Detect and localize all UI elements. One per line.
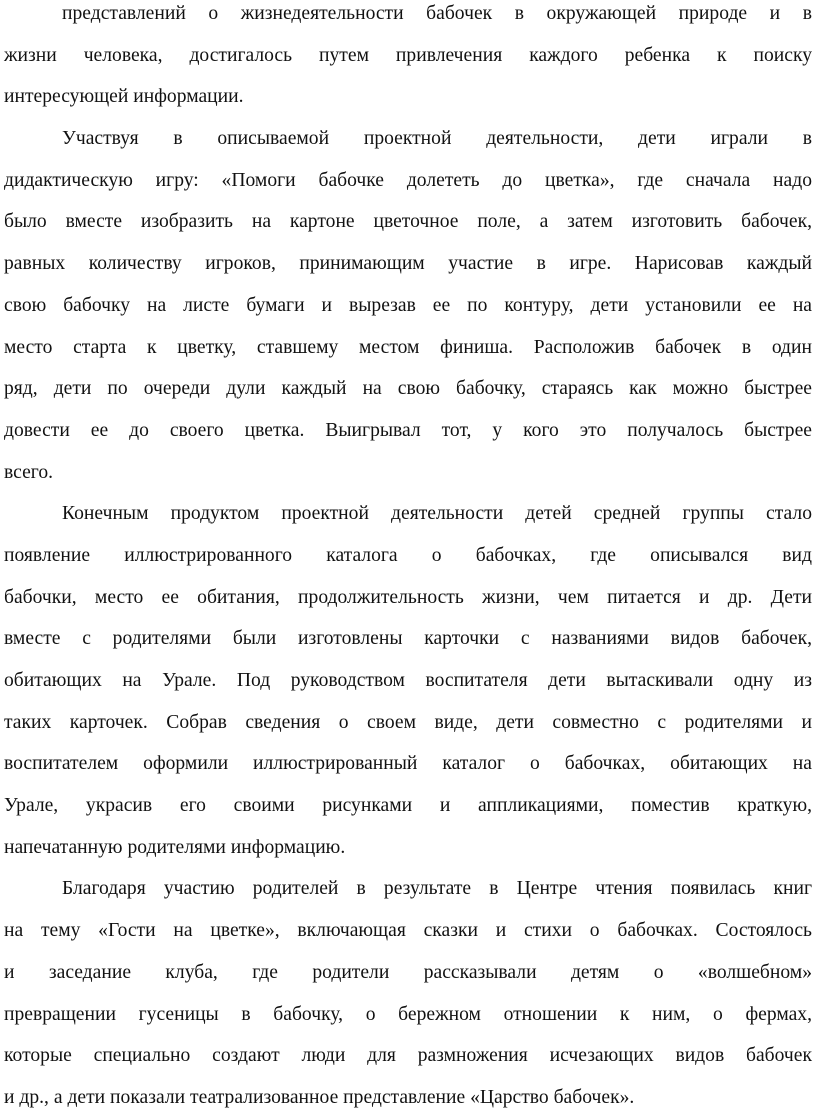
paragraph-3-line-5: обитающих на Урале. Под руководством воспитателя дети вытаскивали одну из bbox=[4, 670, 812, 691]
paragraph-4-line-5: которые специально создают люди для размножения исчезающих видов бабочек bbox=[4, 1045, 812, 1067]
paragraph-3-line-9: напечатанную родителями информацию. bbox=[4, 836, 346, 858]
paragraph-3-line-4: вместе с родителями были изготовлены карточки с названиями видов бабочек, bbox=[4, 628, 812, 650]
paragraph-4-line-3: и заседание клуба, где родители рассказывали детям о «волшебном» bbox=[4, 961, 812, 983]
paragraph-2-line-6: место старта к цветку, ставшему местом финиша. Расположив бабочек в один bbox=[4, 336, 812, 358]
paragraph-1-line-3: интересующей информации. bbox=[4, 86, 244, 108]
paragraph-2-line-3: было вместе изобразить на картоне цветочное поле, а затем изготовить бабочек, bbox=[4, 211, 812, 233]
paragraph-2-line-8: довести ее до своего цветка. Выигрывал тот, у кого это получалось быстрее bbox=[4, 419, 812, 441]
paragraph-2-line-2: дидактическую игру: «Помоги бабочке долететь до цветка», где сначала надо bbox=[4, 169, 812, 191]
paragraph-2-line-4: равных количеству игроков, принимающим участие в игре. Нарисовав каждый bbox=[4, 253, 812, 275]
paragraph-1-line-1: представлений о жизнедеятельности бабочек в окружающей природе и в bbox=[62, 3, 812, 24]
paragraph-2-line-9: всего. bbox=[4, 461, 54, 483]
paragraph-3-line-6: таких карточек. Собрав сведения о своем виде, дети совместно с родителями и bbox=[4, 711, 812, 733]
paragraph-4-line-1: Благодаря участию родителей в результате в Центре чтения появилась книг bbox=[62, 878, 812, 900]
paragraph-3-line-3: бабочки, место ее обитания, продолжительность жизни, чем питается и др. Дети bbox=[4, 586, 812, 608]
paragraph-4-line-2: на тему «Гости на цветке», включающая сказки и стихи о бабочках. Состоялось bbox=[4, 920, 812, 942]
paragraph-3-line-8: Урале, украсив его своими рисунками и аппликациями, поместив краткую, bbox=[4, 795, 812, 817]
paragraph-2-line-1: Участвуя в описываемой проектной деятельности, дети играли в bbox=[62, 128, 812, 150]
paragraph-4-line-6: и др., а дети показали театрализованное представление «Царство бабочек». bbox=[4, 1086, 635, 1108]
paragraph-4-line-4: превращении гусеницы в бабочку, о бережном отношении к ним, о фермах, bbox=[4, 1003, 812, 1025]
paragraph-3-line-2: появление иллюстрированного каталога о бабочках, где описывался вид bbox=[4, 544, 812, 566]
paragraph-1-line-2: жизни человека, достигалось путем привлечения каждого ребенка к поиску bbox=[4, 44, 812, 66]
paragraph-2-line-7: ряд, дети по очереди дули каждый на свою бабочку, стараясь как можно быстрее bbox=[4, 378, 812, 400]
paragraph-3-line-7: воспитателем оформили иллюстрированный каталог о бабочках, обитающих на bbox=[4, 753, 812, 775]
paragraph-2-line-5: свою бабочку на листе бумаги и вырезав ее по контуру, дети установили ее на bbox=[4, 294, 812, 316]
paragraph-3-line-1: Конечным продуктом проектной деятельности детей средней группы стало bbox=[62, 503, 812, 525]
